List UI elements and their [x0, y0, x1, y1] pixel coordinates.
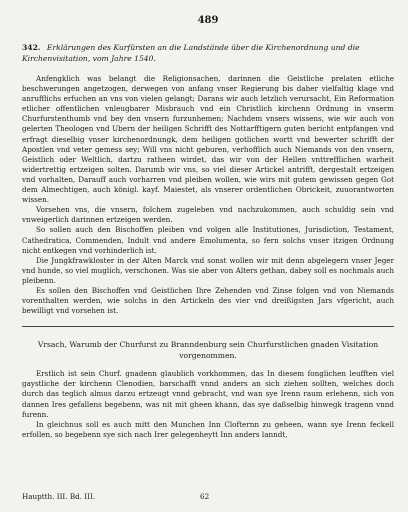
section-title: Erklärungen des Kurfürsten an die Landstände über die Kirchenordnung und die Kirchenvisitation, vom Jahre 1540.: [22, 43, 360, 63]
page-footer: [22, 492, 394, 504]
subheading: Vrsach, Warumb der Churfurst zu Branndenburg sein Churfurstlichen gnaden Visitation vorgenommen.: [37, 340, 379, 361]
page-number: 489: [197, 15, 219, 26]
paragraph: In gleichnus soll es auch mitt den Munchen Inn Clofternn zu geheen, wann sye Irenn feckell erfollen, so begebenn sye sich nach Irer gelegenheytt Inn anders lanndt,: [22, 419, 394, 439]
printer-signature: Hauptth. III. Bd. III.: [22, 492, 96, 501]
section-heading: [22, 42, 394, 64]
paragraph: Anfengklich was belangt die Religionsachen, darinnen die Geistliche prelaten etliche beschwerungen angetzogen, derwegen von anfang vnser Regierung bis daher vielfaltig klage vnd anrufflichs erfuchen an vns von vielen gelangt; Darans wir auch letzlich verursacht, Ein Reformation etlicher offentlichen vnleugbarer Misbrauch vnd ein Christlich kirchenn Ordnung in vnserm Churfurstenthumb vnd bey den vnsern furzunhemen; Nachdem vnsers wissens, wie wir auch von gelerten Theologen vnd Ubern der heiligen Schrifft des Nottarfftigern guten bericht entpfangen vnd erfragt dieselbig vnser kirchenordnungk, dem heiligen gotlichen wortt vnd bewerter schrifft der Apostlen vnd veter gemess sey; Will vns nicht geburen, verhofflich auch Niemands von den vnsern, Geistlich oder Weltlich, dartzu ratheen wirdet, das wir von der Hellen vnttrefflichen warheit widertrettig ertzeigen solten. Darumb wir vns, so viel dieser Artickel antrifft, dergestalt ertzeigen vnd vorhalten, Darauff auch vorharren vnd pleiben wollen, wie wirs mit gutem gewissen gegen Got dem Almechtigen, auch königl. kayf. Maiestet, als vnserer ordentlichen Obrickeit, zuuorantworten wissen.: [22, 74, 394, 205]
signature-number: 62: [200, 492, 210, 501]
section-number: 342.: [22, 43, 41, 52]
paragraph: Die Jungkfrawkloster in der Alten Marck vnd sonst wollen wir mit denn abgelegern vnser Jeger vnd hunde, so viel muglich, verschonen. Was sie aber von Alters gethan, dabey soll es nochmals auch pleibenn.: [22, 255, 394, 285]
paragraph: Vorsehen vns, die vnsern, folchem zugeleben vnd nachzukommen, auch schuldig sein vnd vnweigerlich darinnen ertzeigen werden.: [22, 205, 394, 225]
section-divider: [22, 326, 394, 327]
paragraph: Erstlich ist sein Churf. gnadenn glaublich vorkhommen, das In diesem fonglichen leufften viel gaystliche der kirchenn Clenodien, barschafft vnnd anders an sich ziehen sollten, welches doch durch das teglich almus darzu ertzeugt vnnd gebracht, vnd wan sye Irenn raum erlehenn, sich von dannen Ires gefallens begebenn, was nit mit gheen khann, das sye daßselbig hinwegk tragenn vnnd furenn.: [22, 369, 394, 419]
paragraph: Es sollen den Bischoffen vnd Geistlichen Ihre Zehenden vnd Zinse folgen vnd von Niemands vorenthalten werden, wie solchs in den Artickeln des vier vnd dreißigsten Jars vfgericht, auch bewilligt vnd vorsehen ist.: [22, 285, 394, 316]
paragraph: So sollen auch den Bischoffen pleiben vnd volgen alle Institutiones, Jurisdiction, Testament, Cathedratica, Commenden, Indult vnd andere Emolumenta, so fern solchs vnser itzigen Ordnung nicht entkegen vnd vorhinderlich ist.: [22, 225, 394, 255]
